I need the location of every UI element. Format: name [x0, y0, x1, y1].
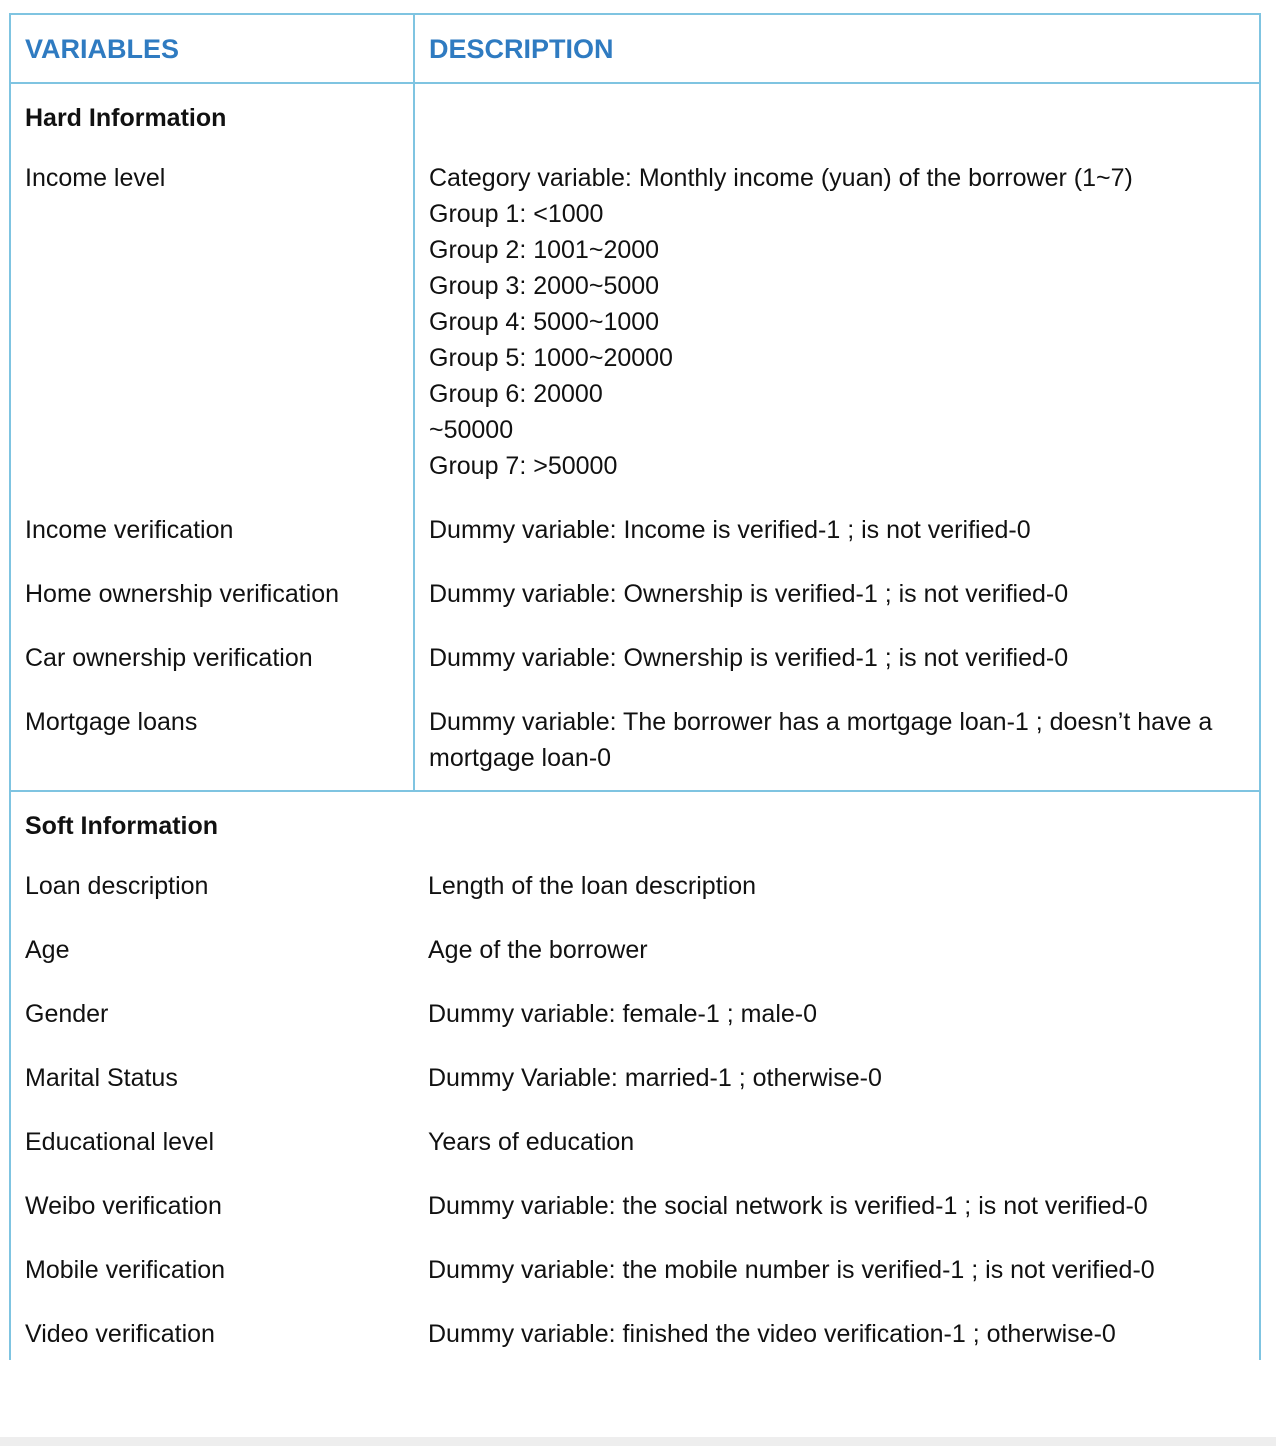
table-row [10, 920, 1260, 984]
variable-cell: Income level [10, 148, 414, 500]
table-row [10, 1112, 1260, 1176]
description-cell: Dummy variable: the social network is verified-1 ; is not verified-0 [414, 1176, 1260, 1240]
header-variables: VARIABLES [10, 14, 414, 83]
description-cell [414, 148, 1260, 500]
section-row-soft [10, 791, 1260, 856]
description-cell: Dummy variable: The borrower has a mortgage loan-1 ; doesn’t have a mortgage loan-0 [414, 692, 1260, 791]
variable-cell: Educational level [10, 1112, 414, 1176]
variable-cell: Home ownership verification [10, 564, 414, 628]
section-title-hard: Hard Information [10, 83, 414, 148]
variable-cell: Gender [10, 984, 414, 1048]
variable-cell: Income verification [10, 500, 414, 564]
description-cell: Age of the borrower [414, 920, 1260, 984]
table-row [10, 628, 1260, 692]
description-cell: Dummy variable: Ownership is verified-1 ; is not verified-0 [414, 564, 1260, 628]
description-cell: Dummy variable: Ownership is verified-1 ; is not verified-0 [414, 628, 1260, 692]
variable-cell: Loan description [10, 856, 414, 920]
variable-cell: Car ownership verification [10, 628, 414, 692]
description-cell: Years of education [414, 1112, 1260, 1176]
description-cell: Dummy Variable: married-1 ; otherwise-0 [414, 1048, 1260, 1112]
table-row [10, 1048, 1260, 1112]
variable-cell: Mortgage loans [10, 692, 414, 791]
header-row [10, 14, 1260, 83]
description-line: Group 3: 2000~5000 [429, 272, 660, 300]
description-line: Group 5: 1000~20000 [429, 344, 673, 372]
description-cell: Length of the loan description [414, 856, 1260, 920]
section-title-soft: Soft Information [10, 791, 414, 856]
table-row [10, 856, 1260, 920]
description-cell: Dummy variable: female-1 ; male-0 [414, 984, 1260, 1048]
page-bottom-strip [0, 1437, 1276, 1446]
description-line: Group 6: 20000 [429, 380, 603, 408]
description-line: ~50000 [429, 416, 514, 444]
table-row [10, 1304, 1260, 1360]
description-line: Group 7: >50000 [429, 452, 618, 480]
description-cell: Dummy variable: finished the video verification-1 ; otherwise-0 [414, 1304, 1260, 1360]
variable-cell: Video verification [10, 1304, 414, 1360]
variable-cell: Age [10, 920, 414, 984]
description-cell: Dummy variable: Income is verified-1 ; is not verified-0 [414, 500, 1260, 564]
table-row [10, 984, 1260, 1048]
variable-cell: Mobile verification [10, 1240, 414, 1304]
table-row [10, 1176, 1260, 1240]
table-row [10, 148, 1260, 500]
table-row [10, 1240, 1260, 1304]
description-line: Group 2: 1001~2000 [429, 236, 660, 264]
variable-cell: Marital Status [10, 1048, 414, 1112]
description-line: Group 4: 5000~1000 [429, 308, 660, 336]
table-row [10, 564, 1260, 628]
description-cell: Dummy variable: the mobile number is verified-1 ; is not verified-0 [414, 1240, 1260, 1304]
header-description: DESCRIPTION [414, 14, 1260, 83]
description-line: Category variable: Monthly income (yuan) of the borrower (1~7) [429, 164, 1133, 192]
variables-table [9, 13, 1261, 1360]
table-row [10, 692, 1260, 791]
description-line: Group 1: <1000 [429, 200, 604, 228]
table-row [10, 500, 1260, 564]
variable-cell: Weibo verification [10, 1176, 414, 1240]
section-row-hard [10, 83, 1260, 148]
